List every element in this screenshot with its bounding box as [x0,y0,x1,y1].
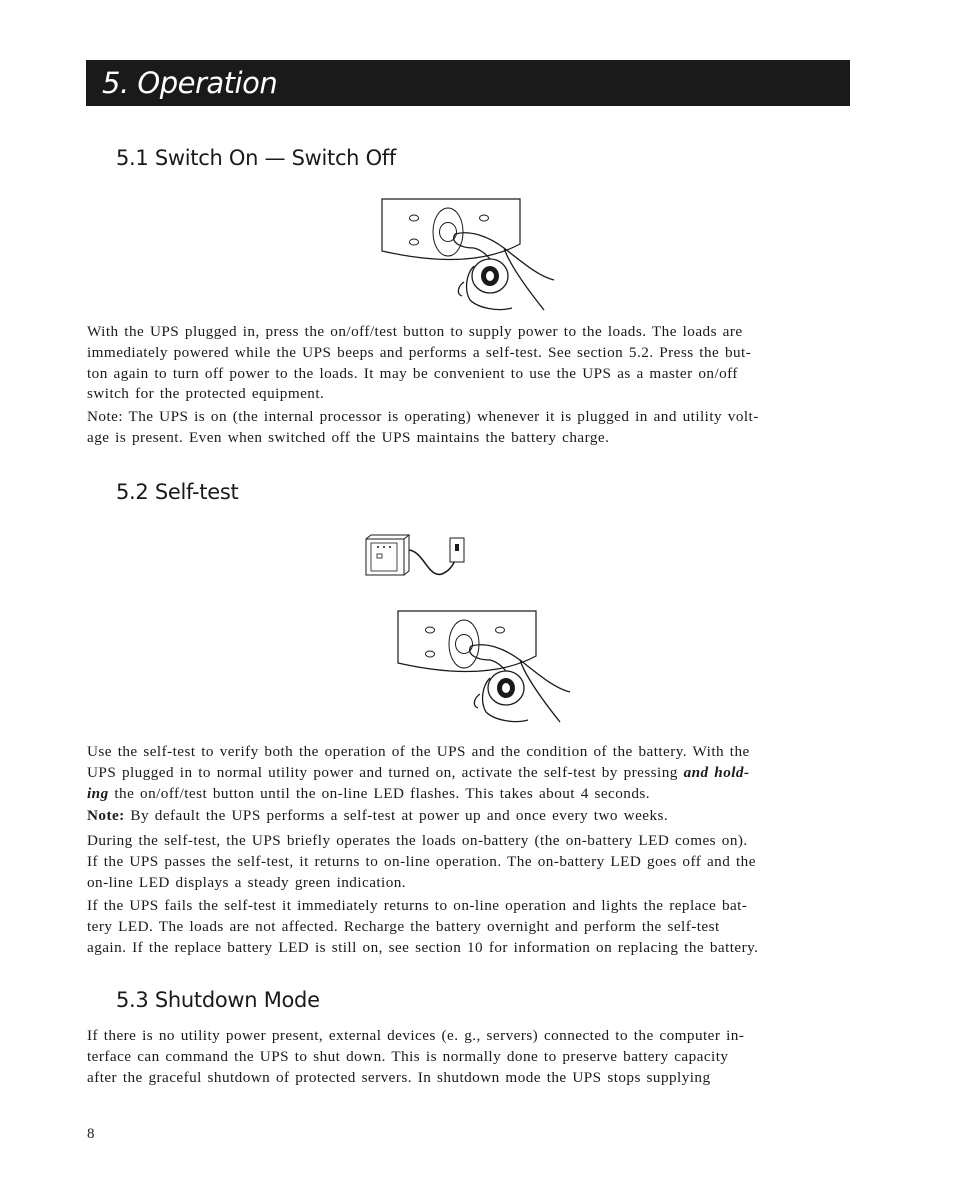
text-line [87,784,849,805]
page-title: 5. Operation [102,66,278,100]
text-line: Use the self-test to verify both the operation of the UPS and the condition of the battery. With the [87,743,750,760]
text-line: Note: The UPS is on (the internal processor is operating) whenever it is plugged in and utility volt- [87,408,759,425]
paragraph-note-internal-processor [87,407,849,449]
front-panel-button-press-icon [378,196,558,314]
section-heading-5-1: 5.1 Switch On — Switch Off [116,146,396,170]
note-label: Note: [87,807,125,824]
section-heading-5-3: 5.3 Shutdown Mode [116,988,320,1012]
text-line: During the self-test, the UPS briefly operates the loads on-battery (the on-battery LED comes on). [87,832,748,849]
front-panel-button-press-icon [394,608,574,726]
text-line: If the UPS fails the self-test it immediately returns to on-line operation and lights the replace bat- [87,897,748,914]
text-line: If there is no utility power present, external devices (e. g., servers) connected to the computer in- [87,1027,745,1044]
text-line: age is present. Even when switched off the UPS maintains the battery charge. [87,428,610,446]
text-line: immediately powered while the UPS beeps and performs a self-test. See section 5.2. Press the but- [87,343,752,361]
emphasis-text: ing [87,784,109,802]
text-segment: the on/off/test button until the on-line LED flashes. This takes about 4 seconds. [114,784,650,802]
emphasis-text: and hold- [683,763,750,781]
paragraph-self-test-fails [87,896,849,958]
page-number: 8 [87,1126,95,1142]
text-line: tery LED. The loads are not affected. Recharge the battery overnight and perform the self-test [87,917,720,935]
paragraph-switch-on-off [87,322,849,405]
text-line: again. If the replace battery LED is still on, see section 10 for information on replacing the battery. [87,938,759,956]
text-line: switch for the protected equipment. [87,385,325,403]
text-line: With the UPS plugged in, press the on/off/test button to supply power to the loads. The loads are [87,323,743,340]
text-segment: By default the UPS performs a self-test at power up and once every two weeks. [130,807,669,824]
paragraph-note-default-self-test [87,806,849,827]
text-line: after the graceful shutdown of protected servers. In shutdown mode the UPS stops supplying [87,1068,711,1086]
section-header-bar [86,60,850,106]
paragraph-shutdown-mode [87,1026,849,1088]
text-line: ton again to turn off power to the loads. It may be convenient to use the UPS as a master on/off [87,364,738,382]
section-heading-5-2: 5.2 Self-test [116,480,239,504]
text-line: terface can command the UPS to shut down. This is normally done to preserve battery capacity [87,1047,729,1065]
ups-plugged-into-outlet-icon [364,534,468,580]
text-line [87,806,849,827]
paragraph-self-test-usage [87,742,849,804]
text-line: If the UPS passes the self-test, it returns to on-line operation. The on-battery LED goes off and the [87,852,756,870]
text-line: on-line LED displays a steady green indication. [87,873,407,891]
text-line [87,763,849,784]
text-segment: UPS plugged in to normal utility power and turned on, activate the self-test by pressing [87,763,678,781]
paragraph-during-self-test [87,831,849,893]
